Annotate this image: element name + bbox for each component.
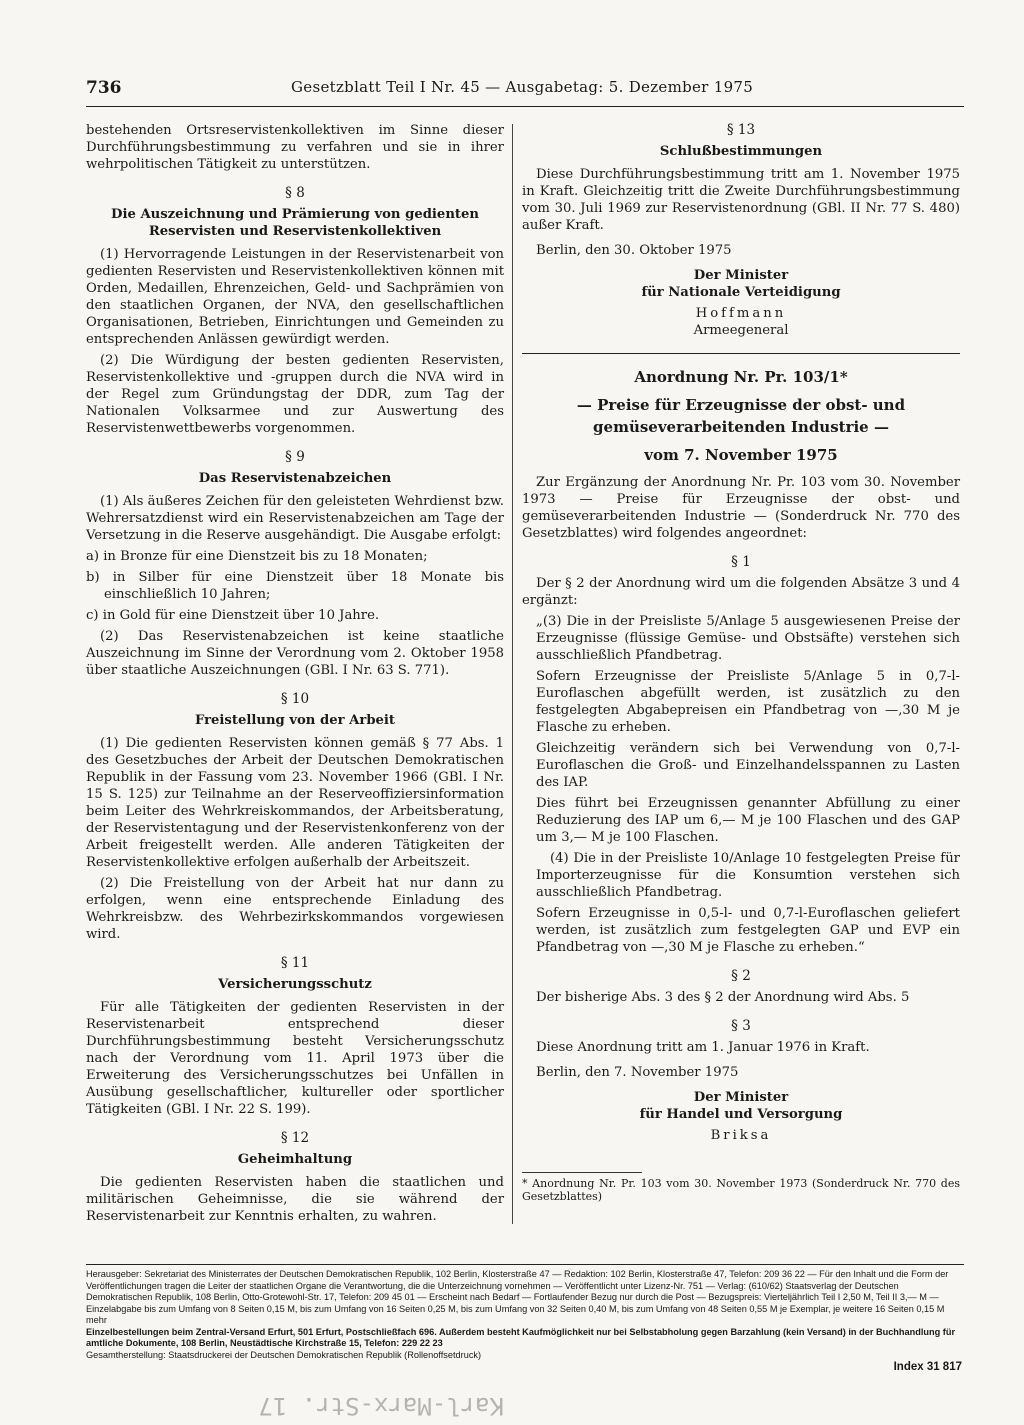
column-divider bbox=[512, 124, 513, 1224]
section-number: § 13 bbox=[726, 122, 756, 138]
quoted-paragraph: Sofern Erzeugnisse in 0,5-l- und 0,7-l-Euroflaschen geliefert werden, ist zusätzlich zum festgelegten GAP und EVP ein Pfandbetrag von —,30 M je Flasche zu erheben.“ bbox=[536, 906, 960, 955]
signature-block bbox=[522, 267, 960, 339]
place-date: Berlin, den 30. Oktober 1975 bbox=[536, 243, 732, 258]
place-date: Berlin, den 7. November 1975 bbox=[536, 1065, 739, 1080]
order-subject: — Preise für Erzeugnisse der obst- und gemüseverarbeitenden Industrie — bbox=[576, 396, 906, 436]
section-number: § 8 bbox=[285, 185, 305, 201]
quoted-paragraph: Dies führt bei Erzeugnissen genannter Abfüllung zu einer Reduzierung des IAP um 6,— M je 100 Flaschen und des GAP um 3,— M je 100 Flaschen. bbox=[536, 796, 960, 845]
paragraph: Diese Anordnung tritt am 1. Januar 1976 in Kraft. bbox=[536, 1040, 870, 1055]
right-column bbox=[522, 122, 960, 1207]
imprint-orders: Einzelbestellungen beim Zentral-Versand Erfurt, 501 Erfurt, Postschließfach 696. Außerdem besteht Kaufmöglichkeit nur bei Selbstabholung gegen Barzahlung (kein Versand) in der Buchhandlung für amtliche Dokumente, 108 Berlin, Neustädtische Kirchstraße 15, Telefon: 229 22 23 bbox=[86, 1326, 956, 1348]
signature-role: Der Minister bbox=[693, 268, 789, 283]
section-number: § 12 bbox=[280, 1130, 310, 1146]
order-number: Anordnung Nr. Pr. 103/1* bbox=[634, 368, 848, 386]
section-number: § 2 bbox=[731, 968, 751, 984]
paragraph: (2) Die Freistellung von der Arbeit hat nur dann zu erfolgen, wenn eine entsprechende Einladung des Wehrkreisbzw. des Wehrbezirkskommandos vorgewiesen wird. bbox=[86, 876, 504, 942]
signature-role: für Nationale Verteidigung bbox=[641, 285, 841, 300]
signature-block bbox=[522, 1089, 960, 1144]
section-number: § 9 bbox=[285, 449, 305, 465]
imprint-printer: Gesamtherstellung: Staatsdruckerei der Deutschen Demokratischen Republik (Rollenoffsetdruck) bbox=[86, 1349, 482, 1360]
imprint bbox=[86, 1264, 964, 1361]
section-number: § 11 bbox=[280, 955, 310, 971]
paragraph: (1) Die gedienten Reservisten können gemäß § 77 Abs. 1 des Gesetzbuches der Arbeit der Deutschen Demokratischen Republik in der Fassung vom 23. November 1966 (GBl. I Nr. 15 S. 125) zur Teilnahme an der Reserveoffiziersinformation beim Leiter des Wehrkreiskommandos, der Arbeitsberatung, der Reservistentagung und der Reservistenkonferenz von der Arbeit freigestellt werden. Alle anderen Tätigkeiten der Reservistenkollektive erfolgen außerhalb der Arbeitszeit. bbox=[86, 736, 504, 870]
signature-rank: Armeegeneral bbox=[693, 323, 789, 338]
imprint-publisher: Herausgeber: Sekretariat des Ministerrates der Deutschen Demokratischen Republik, 102 Berlin, Klosterstraße 47 — Redaktion: 102 Berlin, Klosterstraße 47, Telefon: 209 36 22 — Für den Inhalt und die Form der Veröffentlichungen tragen die Leiter der staatlichen Organe die Verantwortung, die die Unterzeichnung vornehmen — Veröffentlicht unter Lizenz-Nr. 751 — Verlag: (610/62) Staatsverlag der Deutschen Demokratischen Republik, 108 Berlin, Otto-Grotewohl-Str. 17, Telefon: 209 45 01 — Erscheint nach Bedarf — Fortlaufender Bezug nur durch die Post — Bezugspreis: Vierteljährlich Teil I 2,50 M, Teil II 3,— M — Einzelabgabe bis zum Umfang von 8 Seiten 0,15 M, bis zum Umfang von 16 Seiten 0,25 M, bis zum Umfang von 32 Seiten 0,40 M, bis zum Umfang von 48 Seiten 0,55 M je Exemplar, je weitere 16 Seiten 0,15 M mehr bbox=[86, 1269, 949, 1325]
signature-role: Der Minister bbox=[693, 1090, 789, 1105]
quoted-paragraph: Sofern Erzeugnisse der Preisliste 5/Anlage 5 in 0,7-l-Euroflaschen abgefüllt werden, ist zusätzlich zu den festgelegten Abgabepreisen ein Pfandbetrag von —,30 M je Flasche zu erheben. bbox=[536, 669, 960, 735]
section-title: Schlußbestimmungen bbox=[659, 144, 823, 159]
section-number: § 1 bbox=[731, 554, 751, 570]
paragraph: Für alle Tätigkeiten der gedienten Reservisten in der Reservistenarbeit entsprechend dieser Durchführungsbestimmung besteht Versicherungsschutz nach der Verordnung vom 11. April 1973 über die Erweiterung des Versicherungsschutzes bei Unfällen in Ausübung gesellschaftlicher, kultureller oder sportlicher Tätigkeiten (GBl. I Nr. 22 S. 199). bbox=[86, 1000, 504, 1117]
paragraph: Die gedienten Reservisten haben die staatlichen und militärischen Geheimnisse, die sie während der Reservistenarbeit zur Kenntnis erhalten, zu wahren. bbox=[86, 1175, 504, 1224]
paragraph: Der bisherige Abs. 3 des § 2 der Anordnung wird Abs. 5 bbox=[536, 990, 910, 1005]
section-title: Geheimhaltung bbox=[237, 1152, 353, 1167]
list-item: a) in Bronze für eine Dienstzeit bis zu 18 Monaten; bbox=[86, 549, 428, 564]
quoted-paragraph: Gleichzeitig verändern sich bei Verwendung von 0,7-l-Euroflaschen die Groß- und Einzelhandelsspannen zu Lasten des IAP. bbox=[536, 741, 960, 790]
list-item: c) in Gold für eine Dienstzeit über 10 Jahre. bbox=[86, 608, 380, 623]
paragraph: Zur Ergänzung der Anordnung Nr. Pr. 103 vom 30. November 1973 — Preise für Erzeugnisse der obst- und gemüseverarbeitenden Industrie — (Sonderdruck Nr. 770 des Gesetzblattes) wird folgendes angeordnet: bbox=[522, 475, 960, 541]
signature-name: Hoffmann bbox=[695, 306, 787, 321]
footnote: * Anordnung Nr. Pr. 103 vom 30. November 1973 (Sonderdruck Nr. 770 des Gesetzblattes) bbox=[522, 1177, 960, 1203]
order-date: vom 7. November 1975 bbox=[644, 446, 838, 464]
paragraph: (1) Als äußeres Zeichen für den geleisteten Wehrdienst bzw. Wehrersatzdienst wird ein Reservistenabzeichen am Tage der Versetzung in die Reserve ausgehändigt. Die Ausgabe erfolgt: bbox=[86, 494, 504, 543]
paragraph: (2) Die Würdigung der besten gedienten Reservisten, Reservistenkollektive und -gruppen durch die NVA wird in der Regel zum Gründungstag der DDR, zum Tag der Nationalen Volksarmee und zur Auswertung des Reservistenwettbewerbs vorgenommen. bbox=[86, 353, 504, 436]
intro-paragraph: bestehenden Ortsreservistenkollektiven im Sinne dieser Durchführungsbestimmung zu verfahren und sie in ihrer wehrpolitischen Tätigkeit zu unterstützen. bbox=[86, 123, 504, 172]
section-number: § 10 bbox=[280, 691, 310, 707]
paragraph: (1) Hervorragende Leistungen in der Reservistenarbeit von gedienten Reservisten und Reservistenkollektiven können mit Orden, Medaillen, Ehrenzeichen, Geld- und Sachprämien von den staatlichen Organen, der NVA, den gesellschaftlichen Organisationen, Betrieben, Einrichtungen und Gemeinden zu entsprechenden Anlässen gewürdigt werden. bbox=[86, 247, 504, 347]
index-number: Index 31 817 bbox=[893, 1361, 962, 1373]
section-title: Freistellung von der Arbeit bbox=[194, 713, 396, 728]
page-number: 736 bbox=[86, 78, 122, 98]
section-title: Das Reservistenabzeichen bbox=[198, 471, 392, 486]
order-title bbox=[522, 366, 960, 466]
section-title: Versicherungsschutz bbox=[218, 977, 372, 992]
section-title: Die Auszeichnung und Prämierung von gedienten Reservisten und Reservistenkollektiven bbox=[111, 207, 479, 239]
section-number: § 3 bbox=[731, 1018, 751, 1034]
paragraph: Der § 2 der Anordnung wird um die folgenden Absätze 3 und 4 ergänzt: bbox=[522, 576, 960, 608]
signature-name: Briksa bbox=[710, 1128, 772, 1143]
signature-role: für Handel und Versorgung bbox=[639, 1107, 843, 1122]
paragraph: (2) Das Reservistenabzeichen ist keine staatliche Auszeichnung im Sinne der Verordnung vom 2. Oktober 1958 über staatliche Auszeichnungen (GBl. I Nr. 63 S. 771). bbox=[86, 629, 504, 678]
list-item: b) in Silber für eine Dienstzeit über 18 Monate bis einschließlich 10 Jahren; bbox=[86, 570, 504, 602]
header-rule bbox=[86, 106, 964, 107]
quoted-paragraph: „(3) Die in der Preisliste 5/Anlage 5 ausgewiesenen Preise der Erzeugnisse (flüssige Gemüse- und Obstsäfte) verstehen sich ausschließlich Pfandbetrag. bbox=[536, 614, 960, 663]
footnote-rule bbox=[522, 1172, 642, 1173]
header-title: Gesetzblatt Teil I Nr. 45 — Ausgabetag: 5. Dezember 1975 bbox=[291, 78, 754, 96]
library-stamp: Karl-Marx-Str. 17 bbox=[258, 1392, 504, 1420]
page-header bbox=[86, 78, 964, 104]
left-column bbox=[86, 122, 504, 1229]
section-rule bbox=[522, 353, 960, 354]
quoted-paragraph: (4) Die in der Preisliste 10/Anlage 10 festgelegten Preise für Importerzeugnisse für die Konsumtion verstehen sich ausschließlich Pfandbetrag. bbox=[536, 851, 960, 900]
paragraph: Diese Durchführungsbestimmung tritt am 1. November 1975 in Kraft. Gleichzeitig tritt die Zweite Durchführungsbestimmung vom 30. Juli 1969 zur Reservistenordnung (GBl. II Nr. 77 S. 480) außer Kraft. bbox=[522, 167, 960, 233]
